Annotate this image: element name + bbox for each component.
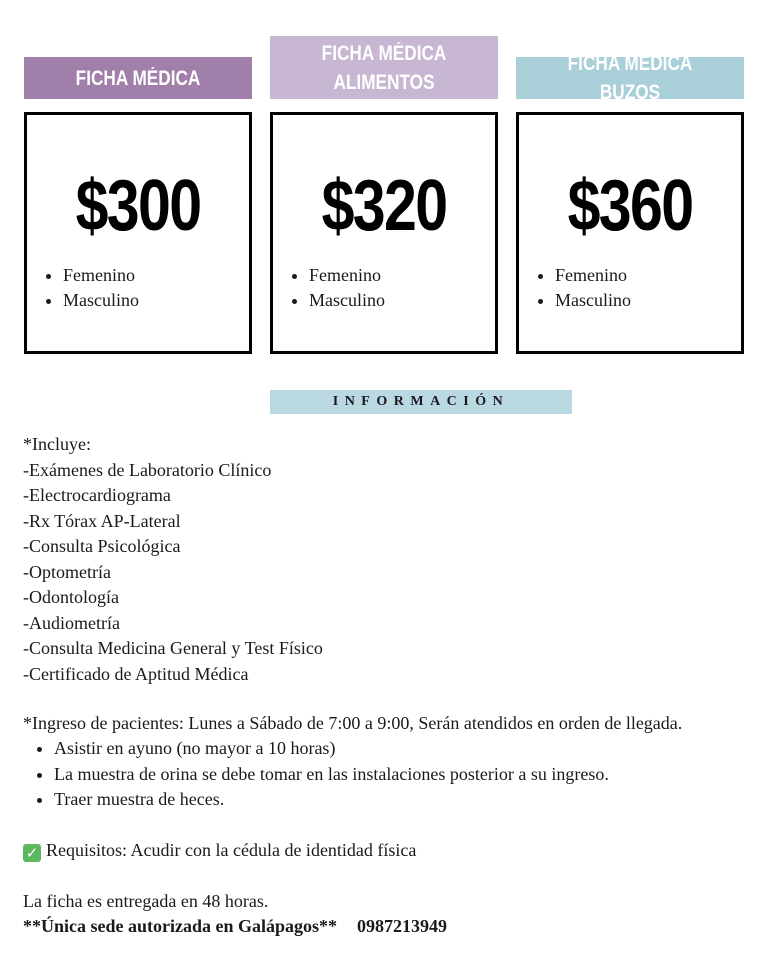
plan-title: FICHA MÉDICA bbox=[75, 66, 201, 90]
includes-item: -Consulta Psicológica bbox=[23, 536, 181, 556]
plan-title: FICHA MÉDICA ALIMENTOS bbox=[321, 41, 447, 94]
admission-notes bbox=[34, 736, 609, 813]
plan-card-ficha-medica-buzos bbox=[516, 112, 744, 354]
includes-item: -Optometría bbox=[23, 561, 111, 582]
admission-note: • La muestra de orina se debe tomar en las instalaciones posterior a su ingreso. bbox=[54, 762, 609, 788]
includes-item: -Exámenes de Laboratorio Clínico bbox=[23, 459, 272, 480]
includes-item: -Consulta Medicina General y Test Físico bbox=[23, 638, 323, 658]
option-masculino: • Masculino bbox=[555, 288, 631, 313]
info-banner: INFORMACIÓN bbox=[270, 390, 572, 414]
plan-title: FICHA MÉDICA BUZOS bbox=[567, 52, 693, 104]
option-masculino: • Masculino bbox=[309, 288, 385, 313]
admission-note: • Asistir en ayuno (no mayor a 10 horas) bbox=[54, 736, 609, 762]
exclusive-line bbox=[23, 914, 447, 940]
plan-header-ficha-medica-alimentos bbox=[270, 36, 498, 99]
includes-list bbox=[23, 458, 323, 688]
option-femenino: • Femenino bbox=[63, 263, 139, 288]
check-mark-icon: ✓ bbox=[23, 844, 41, 862]
plan-price: $320 bbox=[321, 166, 447, 246]
exclusive-text: **Única sede autorizada en Galápagos** bbox=[23, 916, 338, 936]
plan-header-ficha-medica bbox=[24, 57, 252, 99]
includes-item: -Odontología bbox=[23, 587, 119, 607]
option-femenino: • Femenino bbox=[309, 263, 385, 288]
includes-item: -Audiometría bbox=[23, 612, 120, 633]
includes-item: -Electrocardiograma bbox=[23, 485, 171, 505]
plan-card-ficha-medica bbox=[24, 112, 252, 354]
plan-card-ficha-medica-alimentos bbox=[270, 112, 498, 354]
includes-heading: *Incluye: bbox=[23, 434, 91, 454]
plan-options bbox=[43, 263, 139, 313]
requirements-text: Requisitos: Acudir con la cédula de identidad física bbox=[46, 840, 417, 860]
option-masculino: • Masculino bbox=[63, 288, 139, 313]
requirements-line bbox=[23, 838, 416, 864]
includes-item: -Rx Tórax AP-Lateral bbox=[23, 510, 181, 531]
plan-price: $300 bbox=[75, 166, 201, 246]
admission-note: • Traer muestra de heces. bbox=[54, 787, 609, 813]
delivery-text: La ficha es entregada en 48 horas. bbox=[23, 891, 269, 911]
option-femenino: • Femenino bbox=[555, 263, 631, 288]
plan-options bbox=[289, 263, 385, 313]
plan-price: $360 bbox=[567, 166, 693, 246]
plan-header-ficha-medica-buzos bbox=[516, 52, 744, 104]
phone-number: 0987213949 bbox=[357, 916, 448, 936]
admission-text: *Ingreso de pacientes: Lunes a Sábado de 7:00 a 9:00, Serán atendidos en orden de llegada. bbox=[23, 713, 683, 733]
plan-options bbox=[535, 263, 631, 313]
includes-item: -Certificado de Aptitud Médica bbox=[23, 663, 249, 684]
